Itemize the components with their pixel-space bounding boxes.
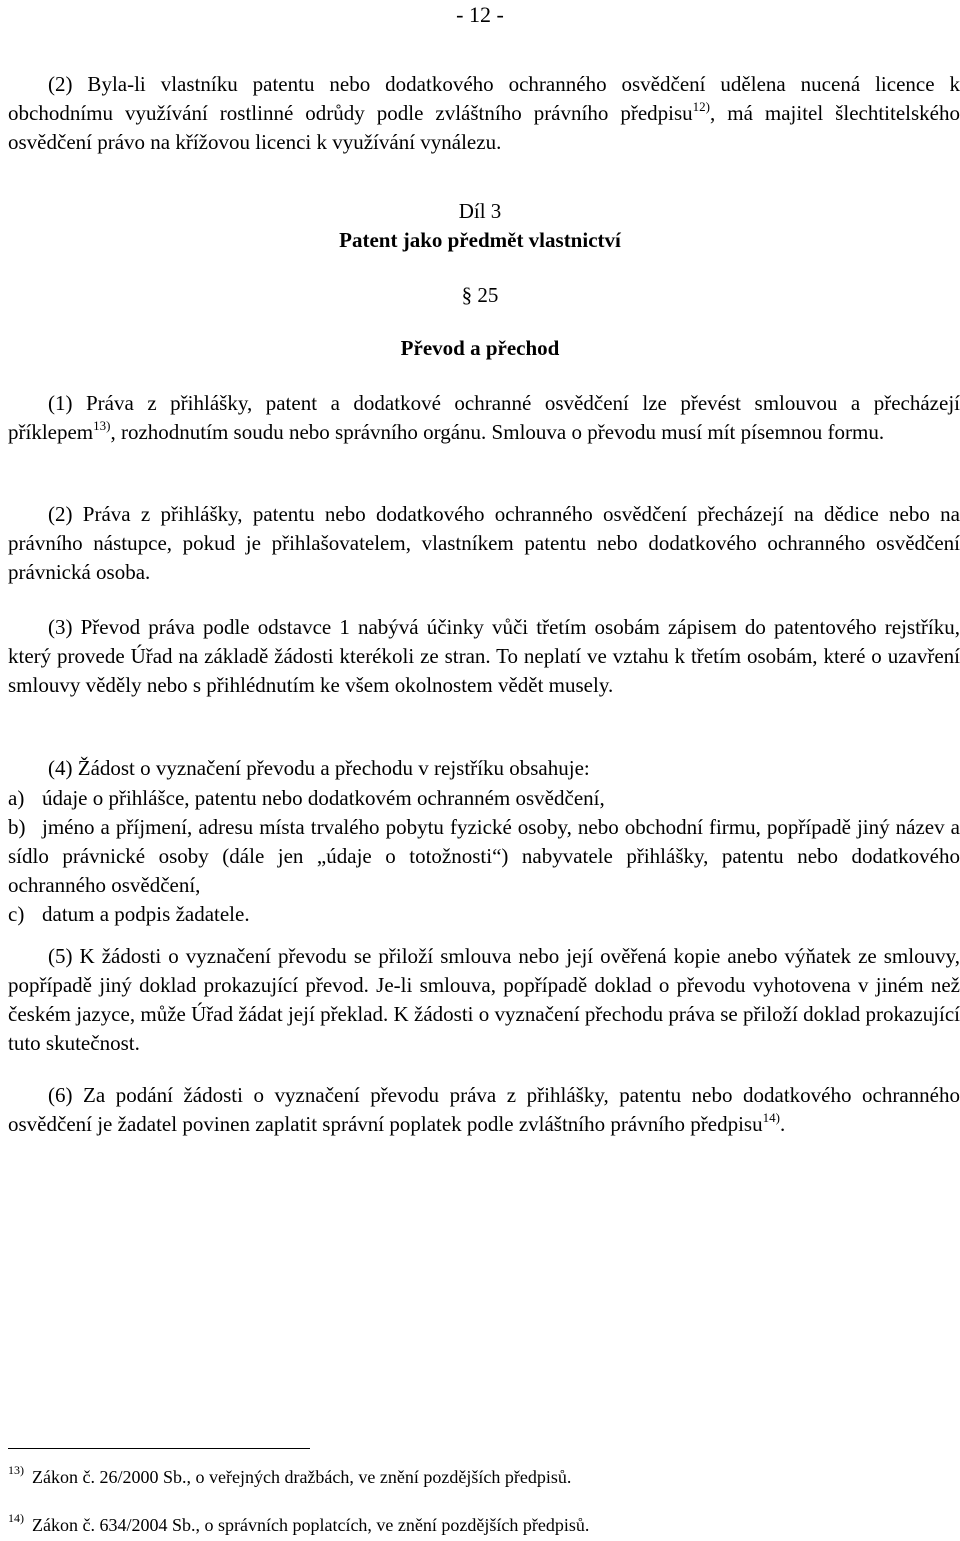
- footnote-text: Zákon č. 26/2000 Sb., o veřejných dražbách, ve znění pozdějších předpisů.: [32, 1467, 572, 1487]
- footnote-13: [8, 1463, 572, 1488]
- list-item-c: [8, 900, 960, 929]
- footnote-text: Zákon č. 634/2004 Sb., o správních poplatcích, ve znění pozdějších předpisů.: [32, 1515, 590, 1535]
- paragraph-text: (6) Za podání žádosti o vyznačení převodu práva z přihlášky, patentu nebo dodatkového ochranného osvědčení je žadatel povinen zaplatit správní poplatek podle zvláštního právního předpisu: [8, 1083, 960, 1136]
- section-number: § 25: [461, 283, 499, 307]
- paragraph-text: , má majitel šlechtitelského osvědčení právo na křížovou licenci k využívání vynálezu.: [8, 101, 960, 154]
- paragraph-4-intro: (4) Žádost o vyznačení převodu a přechodu v rejstříku obsahuje:: [48, 756, 590, 780]
- paragraph-3: (3) Převod práva podle odstavce 1 nabývá účinky vůči třetím osobám zápisem do patentového rejstříku, který provede Úřad na základě žádosti kterékoli ze stran. To neplatí ve vztahu k třetím osobám, které o uzavření smlouvy věděly nebo s přihlédnutím ke všem okolnostem vědět musely.: [8, 615, 960, 697]
- list-item-b: [8, 813, 960, 900]
- paragraph-1: [8, 389, 960, 447]
- list-item-text: údaje o přihlášce, patentu nebo dodatkovém ochranném osvědčení,: [42, 786, 605, 810]
- part-heading: Díl 3: [458, 199, 502, 223]
- paragraph-6: [8, 1081, 960, 1139]
- paragraph-2: (2) Práva z přihlášky, patentu nebo dodatkového ochranného osvědčení přecházejí na dědice nebo na právního nástupce, pokud je přihlašovatelem, vlastníkem patentu nebo dodatkového ochranného osvědčení právnická osoba.: [8, 502, 960, 584]
- footnote-ref-12: 12): [692, 99, 710, 114]
- list-item-label: a): [8, 786, 25, 810]
- paragraph-text: .: [779, 1112, 786, 1136]
- list-item-text: datum a podpis žadatele.: [42, 902, 250, 926]
- footnote-ref-14: 14): [762, 1110, 780, 1125]
- list-item-label: c): [8, 902, 25, 926]
- footnote-marker: 13): [8, 1463, 24, 1477]
- section-title: Převod a přechod: [400, 336, 560, 360]
- paragraph-text: (1) Práva z přihlášky, patent a dodatkové ochranné osvědčení lze převést smlouvou a přecházejí příklepem: [8, 391, 960, 444]
- footnote-separator: [8, 1448, 310, 1449]
- footnote-14: [8, 1511, 590, 1536]
- part-title: Patent jako předmět vlastnictví: [339, 228, 621, 252]
- list-item-label: b): [8, 815, 26, 839]
- paragraph-text: (2) Byla-li vlastníku patentu nebo dodatkového ochranného osvědčení udělena nucená licence k obchodnímu využívání rostlinné odrůdy podle zvláštního právního předpisu: [8, 72, 960, 125]
- footnote-marker: 14): [8, 1511, 24, 1525]
- paragraph-text: , rozhodnutím soudu nebo správního orgánu. Smlouva o převodu musí mít písemnou formu.: [110, 420, 885, 444]
- list-item-a: [8, 784, 960, 813]
- paragraph-5: (5) K žádosti o vyznačení převodu se přiloží smlouva nebo její ověřená kopie anebo výňatek ze smlouvy, popřípadě jiný doklad prokazující převod. Je-li smlouva, popřípadě doklad o převodu vyhotovena v jiném než českém jazyce, může Úřad žádat její překlad. K žádosti o vyznačení přechodu práva se přiloží doklad prokazující tuto skutečnost.: [8, 944, 960, 1055]
- list-item-text: jméno a příjmení, adresu místa trvalého pobytu fyzické osoby, nebo obchodní firmu, popřípadě jiný název a sídlo právnické osoby (dále jen „údaje o totožnosti“) nabyvatele přihlášky, patentu nebo dodatkového ochranného osvědčení,: [8, 815, 960, 897]
- page-number: - 12 -: [456, 2, 504, 27]
- paragraph-2-licence: [8, 70, 960, 157]
- footnote-ref-13: 13): [93, 418, 111, 433]
